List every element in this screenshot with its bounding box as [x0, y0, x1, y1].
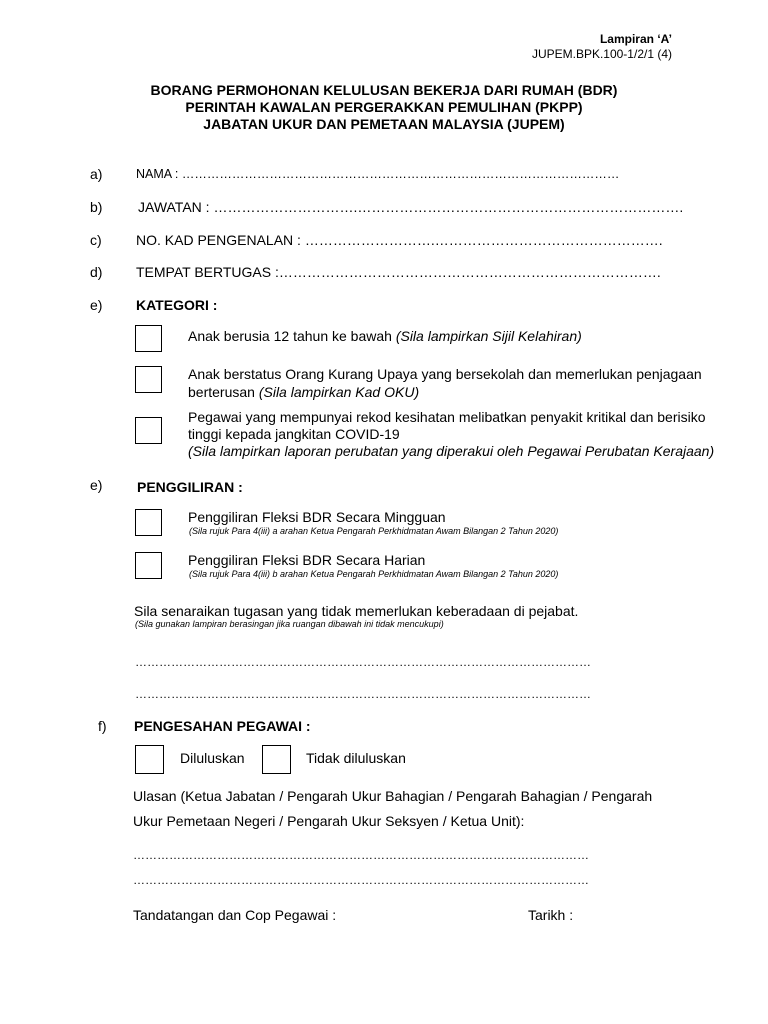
remarks-label-line-2: Ukur Pemetaan Negeri / Pengarah Ukur Seksyen / Ketua Unit): [133, 813, 525, 829]
field-d-letter: d) [90, 264, 103, 280]
category-item-1-text: Anak berusia 12 tahun ke bawah [188, 328, 396, 344]
field-c-letter: c) [90, 232, 102, 248]
rejected-label: Tidak diluluskan [306, 750, 406, 766]
category-item-3-line-2: tinggi kepada jangkitan COVID-19 [188, 426, 400, 442]
rotation-letter: e) [90, 477, 103, 493]
category-child-under-12-checkbox[interactable] [135, 325, 162, 352]
category-item-3-line-1: Pegawai yang mempunyai rekod kesihatan melibatkan penyakit kritikal dan berisiko [188, 409, 706, 425]
rotation-weekly-checkbox[interactable] [135, 509, 162, 536]
remarks-line-1[interactable]: …………………………………………………………………………………………………… [133, 848, 589, 862]
rotation-heading: PENGGILIRAN : [137, 479, 243, 495]
tasks-line-2[interactable]: …………………………………………………………………………………………………… [135, 687, 591, 701]
title-line-2: PERINTAH KAWALAN PERGERAKKAN PEMULIHAN (PKPP) [185, 99, 583, 115]
category-item-1 [188, 328, 582, 344]
rotation-weekly-label: Penggiliran Fleksi BDR Secara Mingguan [188, 509, 446, 525]
workplace-field[interactable]: TEMPAT BERTUGAS :………………………………………………………………………. [136, 264, 661, 280]
title-line-1: BORANG PERMOHONAN KELULUSAN BEKERJA DARI RUMAH (BDR) [150, 82, 618, 98]
rotation-daily-label: Penggiliran Fleksi BDR Secara Harian [188, 552, 426, 568]
approved-checkbox[interactable] [135, 745, 164, 774]
verification-letter: f) [98, 718, 107, 734]
signature-label: Tandatangan dan Cop Pegawai : [133, 907, 337, 923]
rejected-checkbox[interactable] [262, 745, 291, 774]
date-label: Tarikh : [528, 907, 574, 923]
category-item-2-line-1: Anak berstatus Orang Kurang Upaya yang bersekolah dan memerlukan penjagaan [188, 366, 702, 382]
field-a-letter: a) [90, 166, 103, 182]
category-heading: KATEGORI : [136, 297, 218, 313]
field-b-letter: b) [90, 199, 103, 215]
category-item-3 [188, 409, 714, 460]
category-item-2 [188, 365, 702, 401]
tasks-line-1[interactable]: …………………………………………………………………………………………………… [135, 655, 591, 669]
rotation-daily-checkbox[interactable] [135, 552, 162, 579]
category-item-2-note: (Sila lampirkan Kad OKU) [258, 384, 420, 400]
rotation-weekly-note: (Sila rujuk Para 4(iii) a arahan Ketua Pengarah Perkhidmatan Awam Bilangan 2 Tahun 2020) [189, 526, 559, 536]
category-oku-child-checkbox[interactable] [135, 366, 162, 393]
category-critical-illness-checkbox[interactable] [135, 417, 162, 444]
remarks-line-2[interactable]: …………………………………………………………………………………………………… [133, 873, 589, 887]
tasks-note: (Sila gunakan lampiran berasingan jika ruangan dibawah ini tidak mencukupi) [135, 619, 444, 629]
field-e-letter: e) [90, 297, 103, 313]
title-line-3: JABATAN UKUR DAN PEMETAAN MALAYSIA (JUPEM) [203, 116, 565, 132]
reference-number: JUPEM.BPK.100-1/2/1 (4) [531, 47, 672, 61]
position-field[interactable]: JAWATAN : ………………………….……………………………………………………………. [138, 199, 684, 215]
verification-heading: PENGESAHAN PEGAWAI : [134, 718, 311, 734]
category-item-2-line-2: berterusan [188, 384, 259, 400]
remarks-label-line-1: Ulasan (Ketua Jabatan / Pengarah Ukur Bahagian / Pengarah Bahagian / Pengarah [133, 788, 653, 804]
category-item-3-note: (Sila lampirkan laporan perubatan yang diperakui oleh Pegawai Perubatan Kerajaan) [188, 443, 715, 459]
annex-label: Lampiran ‘A’ [599, 32, 672, 46]
ic-number-field[interactable]: NO. KAD PENGENALAN : ……………………….…………………………………………. [136, 232, 663, 248]
category-item-1-note: (Sila lampirkan Sijil Kelahiran) [395, 328, 582, 344]
form-title [0, 82, 768, 133]
approved-label: Diluluskan [180, 750, 245, 766]
tasks-instruction: Sila senaraikan tugasan yang tidak memerlukan keberadaan di pejabat. [134, 603, 579, 619]
rotation-daily-note: (Sila rujuk Para 4(iii) b arahan Ketua Pengarah Perkhidmatan Awam Bilangan 2 Tahun 2020) [189, 569, 559, 579]
name-field[interactable]: NAMA : …………………………………………………………………………………………… [136, 167, 620, 181]
